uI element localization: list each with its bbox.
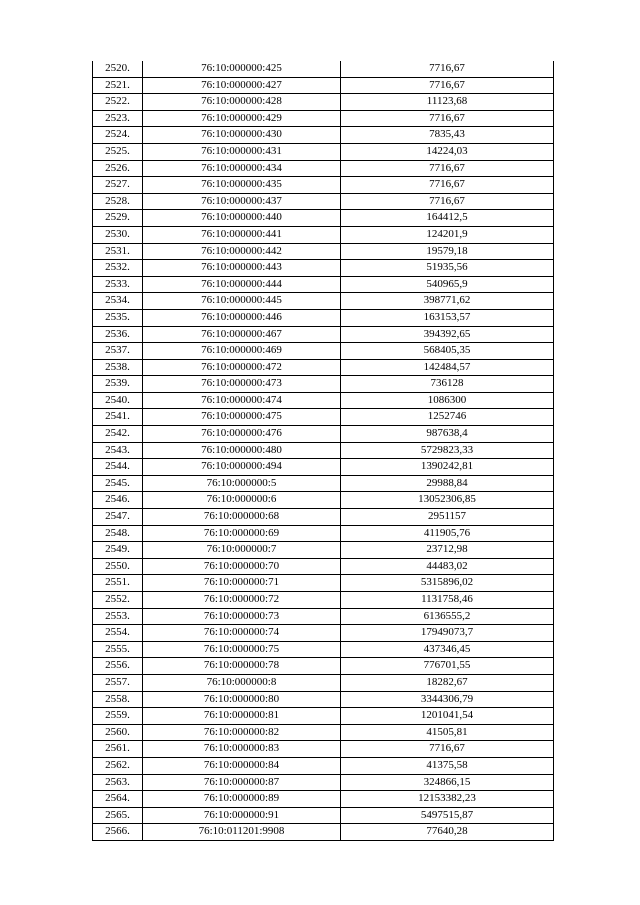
row-number-cell: 2529.	[93, 210, 143, 227]
row-number-cell: 2562.	[93, 757, 143, 774]
value-cell: 1390242,81	[341, 459, 554, 476]
value-cell: 18282,67	[341, 674, 554, 691]
table-row	[93, 691, 554, 708]
table-row	[93, 94, 554, 111]
cadastral-number-cell: 76:10:000000:8	[143, 674, 341, 691]
table-row	[93, 674, 554, 691]
table-row	[93, 658, 554, 675]
cadastral-number-cell: 76:10:000000:83	[143, 741, 341, 758]
table-row	[93, 824, 554, 841]
row-number-cell: 2558.	[93, 691, 143, 708]
row-number-cell: 2550.	[93, 558, 143, 575]
row-number-cell: 2542.	[93, 426, 143, 443]
table-row	[93, 426, 554, 443]
table-row	[93, 243, 554, 260]
cadastral-number-cell: 76:10:000000:428	[143, 94, 341, 111]
table-row	[93, 309, 554, 326]
row-number-cell: 2528.	[93, 193, 143, 210]
value-cell: 23712,98	[341, 542, 554, 559]
cadastral-number-cell: 76:10:000000:472	[143, 359, 341, 376]
cadastral-number-cell: 76:10:000000:91	[143, 807, 341, 824]
table-row	[93, 774, 554, 791]
value-cell: 568405,35	[341, 343, 554, 360]
row-number-cell: 2537.	[93, 343, 143, 360]
row-number-cell: 2557.	[93, 674, 143, 691]
value-cell: 12153382,23	[341, 791, 554, 808]
value-cell: 29988,84	[341, 475, 554, 492]
table-row	[93, 708, 554, 725]
cadastral-number-cell: 76:10:000000:473	[143, 376, 341, 393]
row-number-cell: 2533.	[93, 276, 143, 293]
row-number-cell: 2536.	[93, 326, 143, 343]
table-row	[93, 592, 554, 609]
row-number-cell: 2565.	[93, 807, 143, 824]
row-number-cell: 2566.	[93, 824, 143, 841]
value-cell: 776701,55	[341, 658, 554, 675]
cadastral-number-cell: 76:10:000000:7	[143, 542, 341, 559]
cadastral-number-cell: 76:10:000000:475	[143, 409, 341, 426]
cadastral-number-cell: 76:10:000000:73	[143, 608, 341, 625]
cadastral-number-cell: 76:10:000000:6	[143, 492, 341, 509]
row-number-cell: 2539.	[93, 376, 143, 393]
table-row	[93, 442, 554, 459]
row-number-cell: 2521.	[93, 77, 143, 94]
value-cell: 13052306,85	[341, 492, 554, 509]
value-cell: 1201041,54	[341, 708, 554, 725]
cadastral-number-cell: 76:10:000000:467	[143, 326, 341, 343]
row-number-cell: 2563.	[93, 774, 143, 791]
table-row	[93, 376, 554, 393]
cadastral-number-cell: 76:10:000000:68	[143, 509, 341, 526]
table-row	[93, 77, 554, 94]
value-cell: 124201,9	[341, 226, 554, 243]
cadastral-number-cell: 76:10:000000:445	[143, 293, 341, 310]
row-number-cell: 2525.	[93, 143, 143, 160]
cadastral-number-cell: 76:10:000000:71	[143, 575, 341, 592]
value-cell: 1131758,46	[341, 592, 554, 609]
row-number-cell: 2523.	[93, 110, 143, 127]
value-cell: 19579,18	[341, 243, 554, 260]
table-row	[93, 326, 554, 343]
value-cell: 11123,68	[341, 94, 554, 111]
table-row	[93, 177, 554, 194]
value-cell: 44483,02	[341, 558, 554, 575]
row-number-cell: 2532.	[93, 260, 143, 277]
value-cell: 411905,76	[341, 525, 554, 542]
value-cell: 164412,5	[341, 210, 554, 227]
value-cell: 6136555,2	[341, 608, 554, 625]
table-row	[93, 392, 554, 409]
value-cell: 437346,45	[341, 641, 554, 658]
value-cell: 5497515,87	[341, 807, 554, 824]
table-row	[93, 625, 554, 642]
cadastral-number-cell: 76:10:000000:87	[143, 774, 341, 791]
value-cell: 77640,28	[341, 824, 554, 841]
cadastral-number-cell: 76:10:000000:430	[143, 127, 341, 144]
table-row	[93, 127, 554, 144]
value-cell: 142484,57	[341, 359, 554, 376]
row-number-cell: 2546.	[93, 492, 143, 509]
value-cell: 7716,67	[341, 741, 554, 758]
row-number-cell: 2524.	[93, 127, 143, 144]
row-number-cell: 2526.	[93, 160, 143, 177]
table-row	[93, 492, 554, 509]
value-cell: 7835,43	[341, 127, 554, 144]
cadastral-number-cell: 76:10:000000:72	[143, 592, 341, 609]
table-row	[93, 741, 554, 758]
row-number-cell: 2527.	[93, 177, 143, 194]
row-number-cell: 2531.	[93, 243, 143, 260]
value-cell: 7716,67	[341, 193, 554, 210]
cadastral-number-cell: 76:10:000000:89	[143, 791, 341, 808]
row-number-cell: 2556.	[93, 658, 143, 675]
row-number-cell: 2541.	[93, 409, 143, 426]
value-cell: 398771,62	[341, 293, 554, 310]
cadastral-number-cell: 76:10:000000:440	[143, 210, 341, 227]
table-row	[93, 459, 554, 476]
cadastral-number-cell: 76:10:000000:425	[143, 61, 341, 77]
cadastral-number-cell: 76:10:000000:494	[143, 459, 341, 476]
table-row	[93, 160, 554, 177]
table-row	[93, 807, 554, 824]
cadastral-number-cell: 76:10:000000:69	[143, 525, 341, 542]
row-number-cell: 2549.	[93, 542, 143, 559]
value-cell: 41375,58	[341, 757, 554, 774]
row-number-cell: 2553.	[93, 608, 143, 625]
value-cell: 5315896,02	[341, 575, 554, 592]
value-cell: 3344306,79	[341, 691, 554, 708]
table-row	[93, 641, 554, 658]
cadastral-number-cell: 76:10:000000:441	[143, 226, 341, 243]
table-row	[93, 791, 554, 808]
table-row	[93, 260, 554, 277]
table-row	[93, 558, 554, 575]
cadastral-number-cell: 76:10:000000:434	[143, 160, 341, 177]
cadastral-number-cell: 76:10:000000:446	[143, 309, 341, 326]
cadastral-number-cell: 76:10:000000:469	[143, 343, 341, 360]
row-number-cell: 2530.	[93, 226, 143, 243]
value-cell: 736128	[341, 376, 554, 393]
value-cell: 5729823,33	[341, 442, 554, 459]
document-page	[92, 61, 553, 841]
table-body	[93, 61, 554, 840]
row-number-cell: 2564.	[93, 791, 143, 808]
table-row	[93, 542, 554, 559]
row-number-cell: 2538.	[93, 359, 143, 376]
table-row	[93, 757, 554, 774]
value-cell: 2951157	[341, 509, 554, 526]
row-number-cell: 2545.	[93, 475, 143, 492]
value-cell: 7716,67	[341, 61, 554, 77]
value-cell: 14224,03	[341, 143, 554, 160]
table-row	[93, 61, 554, 77]
cadastral-number-cell: 76:10:000000:480	[143, 442, 341, 459]
row-number-cell: 2535.	[93, 309, 143, 326]
cadastral-number-cell: 76:10:000000:75	[143, 641, 341, 658]
table-row	[93, 525, 554, 542]
cadastral-number-cell: 76:10:000000:435	[143, 177, 341, 194]
cadastral-number-cell: 76:10:000000:474	[143, 392, 341, 409]
cadastral-number-cell: 76:10:000000:442	[143, 243, 341, 260]
table-row	[93, 724, 554, 741]
row-number-cell: 2540.	[93, 392, 143, 409]
row-number-cell: 2543.	[93, 442, 143, 459]
table-row	[93, 226, 554, 243]
cadastral-number-cell: 76:10:000000:431	[143, 143, 341, 160]
value-cell: 7716,67	[341, 160, 554, 177]
cadastral-number-cell: 76:10:000000:70	[143, 558, 341, 575]
cadastral-value-table	[92, 61, 554, 841]
row-number-cell: 2559.	[93, 708, 143, 725]
value-cell: 7716,67	[341, 77, 554, 94]
cadastral-number-cell: 76:10:000000:5	[143, 475, 341, 492]
table-row	[93, 509, 554, 526]
cadastral-number-cell: 76:10:000000:427	[143, 77, 341, 94]
table-row	[93, 276, 554, 293]
cadastral-number-cell: 76:10:000000:82	[143, 724, 341, 741]
value-cell: 51935,56	[341, 260, 554, 277]
row-number-cell: 2555.	[93, 641, 143, 658]
cadastral-number-cell: 76:10:000000:443	[143, 260, 341, 277]
table-row	[93, 210, 554, 227]
row-number-cell: 2548.	[93, 525, 143, 542]
row-number-cell: 2520.	[93, 61, 143, 77]
row-number-cell: 2561.	[93, 741, 143, 758]
value-cell: 987638,4	[341, 426, 554, 443]
value-cell: 394392,65	[341, 326, 554, 343]
value-cell: 1086300	[341, 392, 554, 409]
value-cell: 540965,9	[341, 276, 554, 293]
cadastral-number-cell: 76:10:000000:437	[143, 193, 341, 210]
cadastral-number-cell: 76:10:000000:80	[143, 691, 341, 708]
table-row	[93, 409, 554, 426]
cadastral-number-cell: 76:10:000000:429	[143, 110, 341, 127]
table-row	[93, 475, 554, 492]
table-row	[93, 575, 554, 592]
value-cell: 41505,81	[341, 724, 554, 741]
cadastral-number-cell: 76:10:000000:476	[143, 426, 341, 443]
table-row	[93, 293, 554, 310]
row-number-cell: 2560.	[93, 724, 143, 741]
value-cell: 324866,15	[341, 774, 554, 791]
table-row	[93, 110, 554, 127]
cadastral-number-cell: 76:10:011201:9908	[143, 824, 341, 841]
row-number-cell: 2552.	[93, 592, 143, 609]
row-number-cell: 2554.	[93, 625, 143, 642]
value-cell: 7716,67	[341, 177, 554, 194]
cadastral-number-cell: 76:10:000000:444	[143, 276, 341, 293]
table-row	[93, 143, 554, 160]
cadastral-number-cell: 76:10:000000:84	[143, 757, 341, 774]
row-number-cell: 2534.	[93, 293, 143, 310]
table-row	[93, 193, 554, 210]
table-row	[93, 359, 554, 376]
value-cell: 17949073,7	[341, 625, 554, 642]
row-number-cell: 2547.	[93, 509, 143, 526]
cadastral-number-cell: 76:10:000000:74	[143, 625, 341, 642]
value-cell: 1252746	[341, 409, 554, 426]
table-row	[93, 608, 554, 625]
value-cell: 7716,67	[341, 110, 554, 127]
row-number-cell: 2522.	[93, 94, 143, 111]
cadastral-number-cell: 76:10:000000:78	[143, 658, 341, 675]
cadastral-number-cell: 76:10:000000:81	[143, 708, 341, 725]
table-row	[93, 343, 554, 360]
row-number-cell: 2544.	[93, 459, 143, 476]
value-cell: 163153,57	[341, 309, 554, 326]
row-number-cell: 2551.	[93, 575, 143, 592]
